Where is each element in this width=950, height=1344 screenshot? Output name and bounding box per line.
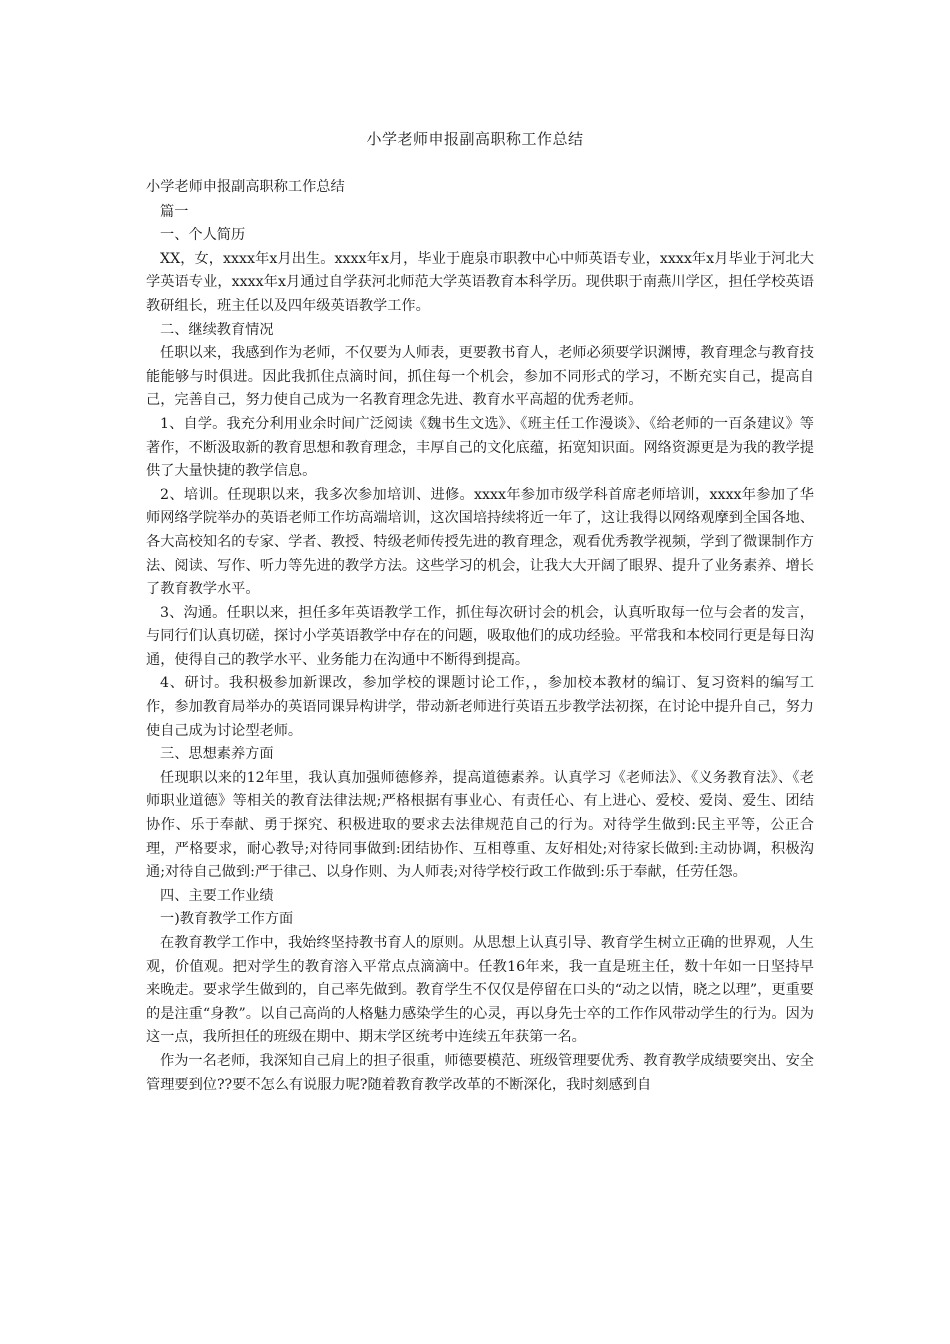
body-heading: 小学老师申报副高职称工作总结 — [146, 179, 345, 195]
section-label: 篇一 — [160, 203, 189, 220]
paragraph: 任现职以来的12年里，我认真加强师德修养，提高道德素养。认真学习《老师法》、《义务教育法》、《老师职业道德》等相关的教育法律法规;严格根据有事业心、有责任心、有上进心、爱校、爱岗、爱生、团结协作、乐于奉献、勇于探究、积极进取的要求去法律规范自己的行为。对待学生做到:民主平等，公正合理，严格要求，耐心教导;对待同事做到:团结协作、互相尊重、友好相处;对待家长做到:主动协调，积极沟通;对待自己做到:严于律己、以身作则、为人师表;对待学校行政工作做到:乐于奉献，任劳任怨。 — [146, 769, 814, 881]
paragraph: 任职以来，我感到作为老师，不仅要为人师表，更要教书育人，老师必须要学识渊博，教育理念与教育技能能够与时俱进。因此我抓住点滴时间，抓住每一个机会，参加不同形式的学习，不断充实自己，提高自己，完善自己，努力使自己成为一名教育理念先进、教育水平高超的优秀老师。 — [146, 345, 814, 409]
paragraph: XX，女，xxxx年x月出生。xxxx年x月，毕业于鹿泉市职教中心中师英语专业，xxxx年x月毕业于河北大学英语专业，xxxx年x月通过自学获河北师范大学英语教育本科学历。现供职于南燕川学区，担任学校英语教研组长，班主任以及四年级英语教学工作。 — [146, 250, 814, 314]
subsection-heading: 一)教育教学工作方面 — [160, 911, 294, 928]
paragraph: 4、研讨。我积极参加新课改，参加学校的课题讨论工作，，参加校本教材的编订、复习资料的编写工作，参加教育局举办的英语同课异构讲学，带动新老师进行英语五步教学法初探，在讨论中提升自己，努力使自己成为讨论型老师。 — [146, 675, 814, 739]
document-body — [146, 176, 814, 1097]
document-title: 小学老师申报副高职称工作总结 — [366, 130, 584, 148]
section-heading: 一、个人简历 — [160, 227, 246, 244]
section-heading: 二、继续教育情况 — [160, 321, 274, 338]
paragraph: 3、沟通。任职以来，担任多年英语教学工作，抓住每次研讨会的机会，认真听取每一位与会者的发言，与同行们认真切磋，探讨小学英语教学中存在的问题，吸取他们的成功经验。平常我和本校同行更是每日沟通，使得自己的教学水平、业务能力在沟通中不断得到提高。 — [146, 604, 814, 668]
section-heading: 三、思想素养方面 — [160, 746, 274, 763]
paragraph: 在教育教学工作中，我始终坚持教书育人的原则。从思想上认真引导、教育学生树立正确的世界观，人生观，价值观。把对学生的教育溶入平常点点滴滴中。任教16年来，我一直是班主任，数十年如一日坚持早来晚走。要求学生做到的，自己率先做到。教育学生不仅仅是停留在口头的“动之以情，晓之以理”，更重要的是注重“身教”。以自己高尚的人格魅力感染学生的心灵，再以身先士卒的工作作风带动学生的行为。因为这一点，我所担任的班级在期中、期末学区统考中连续五年获第一名。 — [146, 935, 814, 1046]
section-heading: 四、主要工作业绩 — [160, 887, 274, 904]
paragraph: 2、培训。任现职以来，我多次参加培训、进修。xxxx年参加市级学科首席老师培训，xxxx年参加了华师网络学院举办的英语老师工作坊高端培训，这次国培持续将近一年了，这让我得以网络观摩到全国各地、各大高校知名的专家、学者、教授、特级老师传授先进的教育理念，观看优秀教学视频，学到了微课制作方法、阅读、写作、听力等先进的教学方法。这些学习的机会，让我大大开阔了眼界、提升了业务素养、增长了教育教学水平。 — [146, 486, 814, 598]
paragraph: 1、自学。我充分利用业余时间广泛阅读《魏书生文选》、《班主任工作漫谈》、《给老师的一百条建议》等著作，不断汲取新的教育思想和教育理念，丰厚自己的文化底蕴，拓宽知识面。网络资源更是为我的教学提供了大量快捷的教学信息。 — [146, 415, 814, 480]
paragraph: 作为一名老师，我深知自己肩上的担子很重，师德要模范、班级管理要优秀、教育教学成绩要突出、安全管理要到位??要不怎么有说服力呢?随着教育教学改革的不断深化，我时刻感到自 — [146, 1052, 814, 1093]
